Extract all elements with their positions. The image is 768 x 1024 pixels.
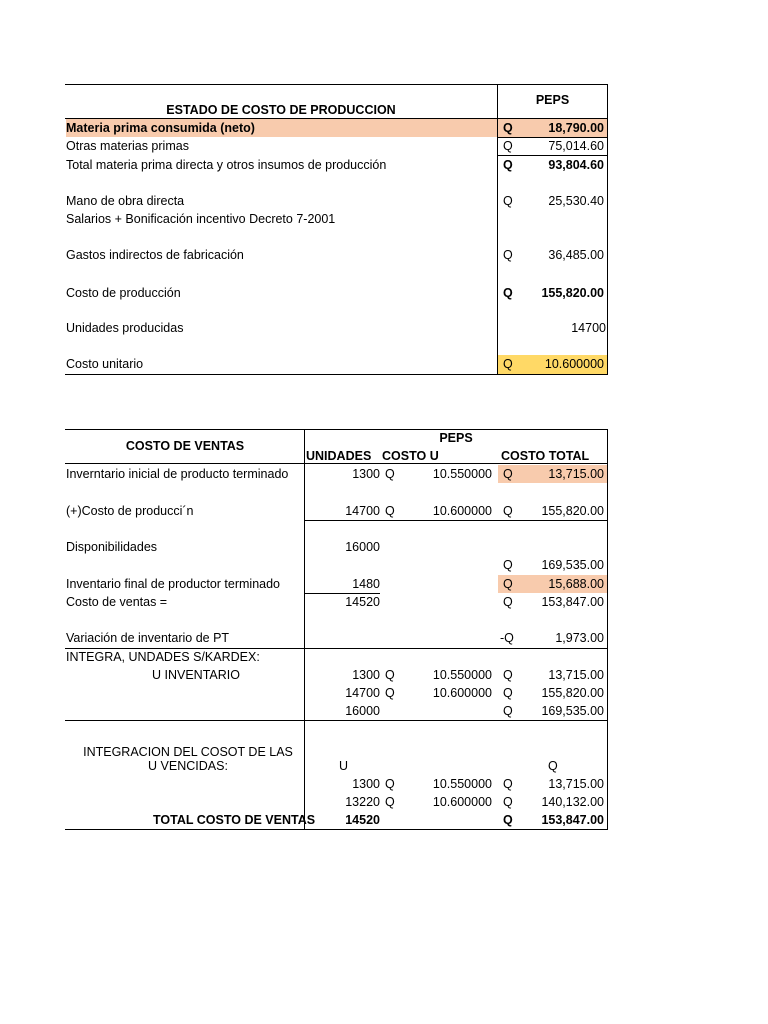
kardex-currency: Q [503,704,513,718]
row-value: 10.600000 [544,357,604,371]
kardex-units: 16000 [345,704,380,718]
border-header-bottom-left [65,463,305,464]
integration-title: INTEGRACION DEL COSOT DE LAS U VENCIDAS: [83,745,293,773]
integration-total: 140,132.00 [541,795,604,809]
row-currency: Q [503,467,513,481]
total-sales-cost-currency: Q [503,813,513,827]
kardex-title: INTEGRA, UNDADES S/KARDEX: [66,650,260,664]
row-label: Mano de obra directa [66,194,185,208]
kardex-currency: Q [385,668,395,682]
units-underline [304,520,608,521]
row-label: Disponibilidades [66,540,158,554]
border-bottom [65,374,608,375]
integration-total: 13,715.00 [548,777,604,791]
row-label: Unidades producidas [66,321,184,335]
kardex-total: 169,535.00 [541,704,604,718]
row-value: 93,804.60 [548,158,604,172]
integration-currency: Q [503,777,513,791]
integration-currency: Q [503,795,513,809]
total-sales-cost-units: 14520 [345,813,380,827]
row-currency: Q [503,121,513,135]
row-label: Inverntario inicial de producto terminado [66,467,289,481]
row-currency: Q [503,248,513,262]
integration-unit-cost: 10.600000 [432,795,492,809]
row-currency: Q [385,467,395,481]
row-currency: Q [503,158,513,172]
row-currency: Q [503,357,513,371]
row-units: 1480 [352,577,380,591]
row-value: 25,530.40 [548,194,604,208]
total-sales-cost-value: 153,847.00 [541,813,604,827]
row-units: 16000 [345,540,380,554]
row-currency: Q [503,194,513,208]
integration-units: 1300 [352,777,380,791]
row-currency: -Q [500,631,514,645]
row-units: 14520 [345,595,380,609]
border-top [65,84,608,85]
integration-currency: Q [385,777,395,791]
row-total: 153,847.00 [541,595,604,609]
integration-units-header: U [339,759,349,773]
row-value: 155,820.00 [541,286,604,300]
integration-units: 13220 [345,795,380,809]
row-value: 14700 [571,321,606,335]
row-value: 75,014.60 [548,139,604,153]
row-label: Salarios + Bonificación incentivo Decreto 7-2001 [66,212,336,226]
row-label: Costo de producción [66,286,181,300]
border-right [607,429,608,830]
row-total: 169,535.00 [541,558,604,572]
col-unit-cost-header: COSTO U [382,449,439,463]
row-currency: Q [503,286,513,300]
sales-title: COSTO DE VENTAS [125,439,245,453]
kardex-currency: Q [503,668,513,682]
total-sales-cost-label: TOTAL COSTO DE VENTAS [153,813,316,827]
row-total: 13,715.00 [548,467,604,481]
kardex-currency: Q [503,686,513,700]
integration-unit-cost: 10.550000 [432,777,492,791]
border-bottom [65,829,608,830]
row-unit-cost: 10.550000 [432,467,492,481]
row-units: 14700 [345,504,380,518]
row-label: Inventario final de productor terminado [66,577,281,591]
production-method-header: PEPS [535,93,570,107]
row-total: 15,688.00 [548,577,604,591]
row-value: 18,790.00 [548,121,604,135]
row-label: (+)Costo de producci´n [66,504,194,518]
kardex-total: 13,715.00 [548,668,604,682]
integration-currency: Q [385,795,395,809]
row-total: 1,973.00 [555,631,604,645]
row-currency: Q [503,558,513,572]
section-divider [65,720,608,721]
kardex-units: 1300 [352,668,380,682]
kardex-unit-cost: 10.600000 [432,686,492,700]
kardex-currency: Q [385,686,395,700]
kardex-total: 155,820.00 [541,686,604,700]
border-right [607,84,608,375]
row-label: Costo de ventas = [66,595,168,609]
sales-method-header: PEPS [439,431,473,445]
integration-q-header: Q [548,759,558,773]
production-title: ESTADO DE COSTO DE PRODUCCION [166,103,396,117]
row-total: 155,820.00 [541,504,604,518]
row-currency: Q [503,139,513,153]
kardex-subtitle: U INVENTARIO [152,668,240,682]
row-currency: Q [503,595,513,609]
row-unit-cost: 10.600000 [432,504,492,518]
row-units: 1300 [352,467,380,481]
row-currency: Q [385,504,395,518]
border-left-divider [304,429,305,830]
border-middle [497,84,498,375]
row-currency: Q [503,504,513,518]
row-label: Costo unitario [66,357,144,371]
row-value: 36,485.00 [548,248,604,262]
col-units-header: UNIDADES [306,449,372,463]
row-currency: Q [503,577,513,591]
col-total-header: COSTO TOTAL [501,449,590,463]
row-label: Otras materias primas [66,139,189,153]
row-label: Gastos indirectos de fabricación [66,248,244,262]
row-label: Materia prima consumida (neto) [66,121,255,135]
row-label: Total materia prima directa y otros insumos de producción [66,158,387,172]
row-label: Variación de inventario de PT [66,631,230,645]
kardex-units: 14700 [345,686,380,700]
kardex-unit-cost: 10.550000 [432,668,492,682]
